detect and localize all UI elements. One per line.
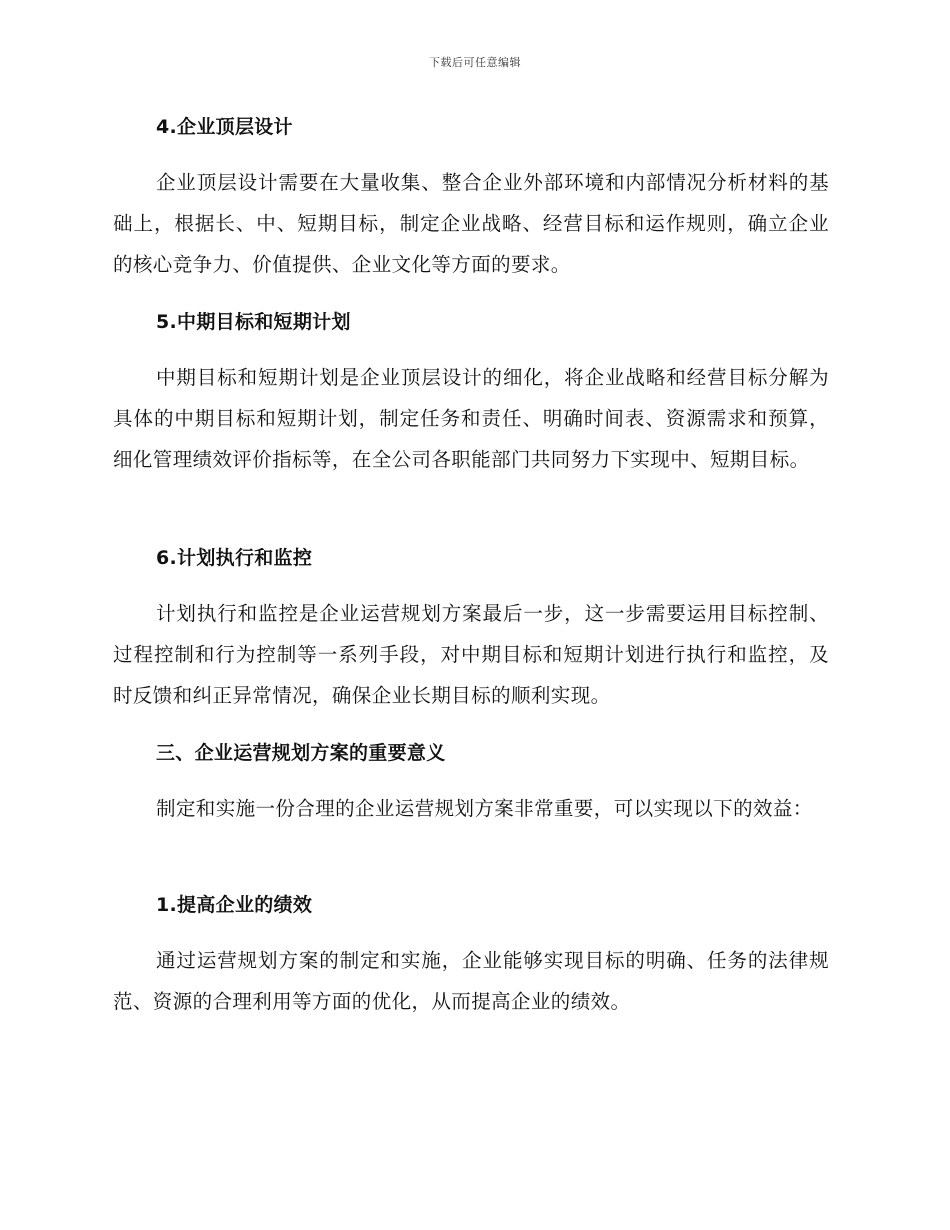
section-paragraph-5: 中期目标和短期计划是企业顶层设计的细化，将企业战略和经营目标分解为具体的中期目标和短期计划，制定任务和责任、明确时间表、资源需求和预算，细化管理绩效评价指标等，在全公司各职能部门共同努力下实现中、短期目标。 [113,366,829,471]
section-heading-5: 5.中期目标和短期计划 [156,311,351,333]
section-paragraph-6: 计划执行和监控是企业运营规划方案最后一步，这一步需要运用目标控制、过程控制和行为控制等一系列手段，对中期目标和短期计划进行执行和监控，及时反馈和纠正异常情况，确保企业长期目标的顺利实现。 [113,602,829,707]
part-heading-3: 三、企业运营规划方案的重要意义 [156,742,446,764]
part-paragraph-3: 制定和实施一份合理的企业运营规划方案非常重要，可以实现以下的效益： [156,797,813,820]
section-heading-6: 6.计划执行和监控 [156,547,313,569]
point-paragraph-1: 通过运营规划方案的制定和实施，企业能够实现目标的明确、任务的法律规范、资源的合理利用等方面的优化，从而提高企业的绩效。 [113,949,829,1013]
page-header: 下载后可任意编辑 [429,56,521,69]
section-paragraph-4: 企业顶层设计需要在大量收集、整合企业外部环境和内部情况分析材料的基础上，根据长、中、短期目标，制定企业战略、经营目标和运作规则，确立企业的核心竞争力、价值提供、企业文化等方面的要求。 [113,171,829,276]
point-heading-1: 1.提高企业的绩效 [156,894,313,916]
section-heading-4: 4.企业顶层设计 [156,116,293,138]
